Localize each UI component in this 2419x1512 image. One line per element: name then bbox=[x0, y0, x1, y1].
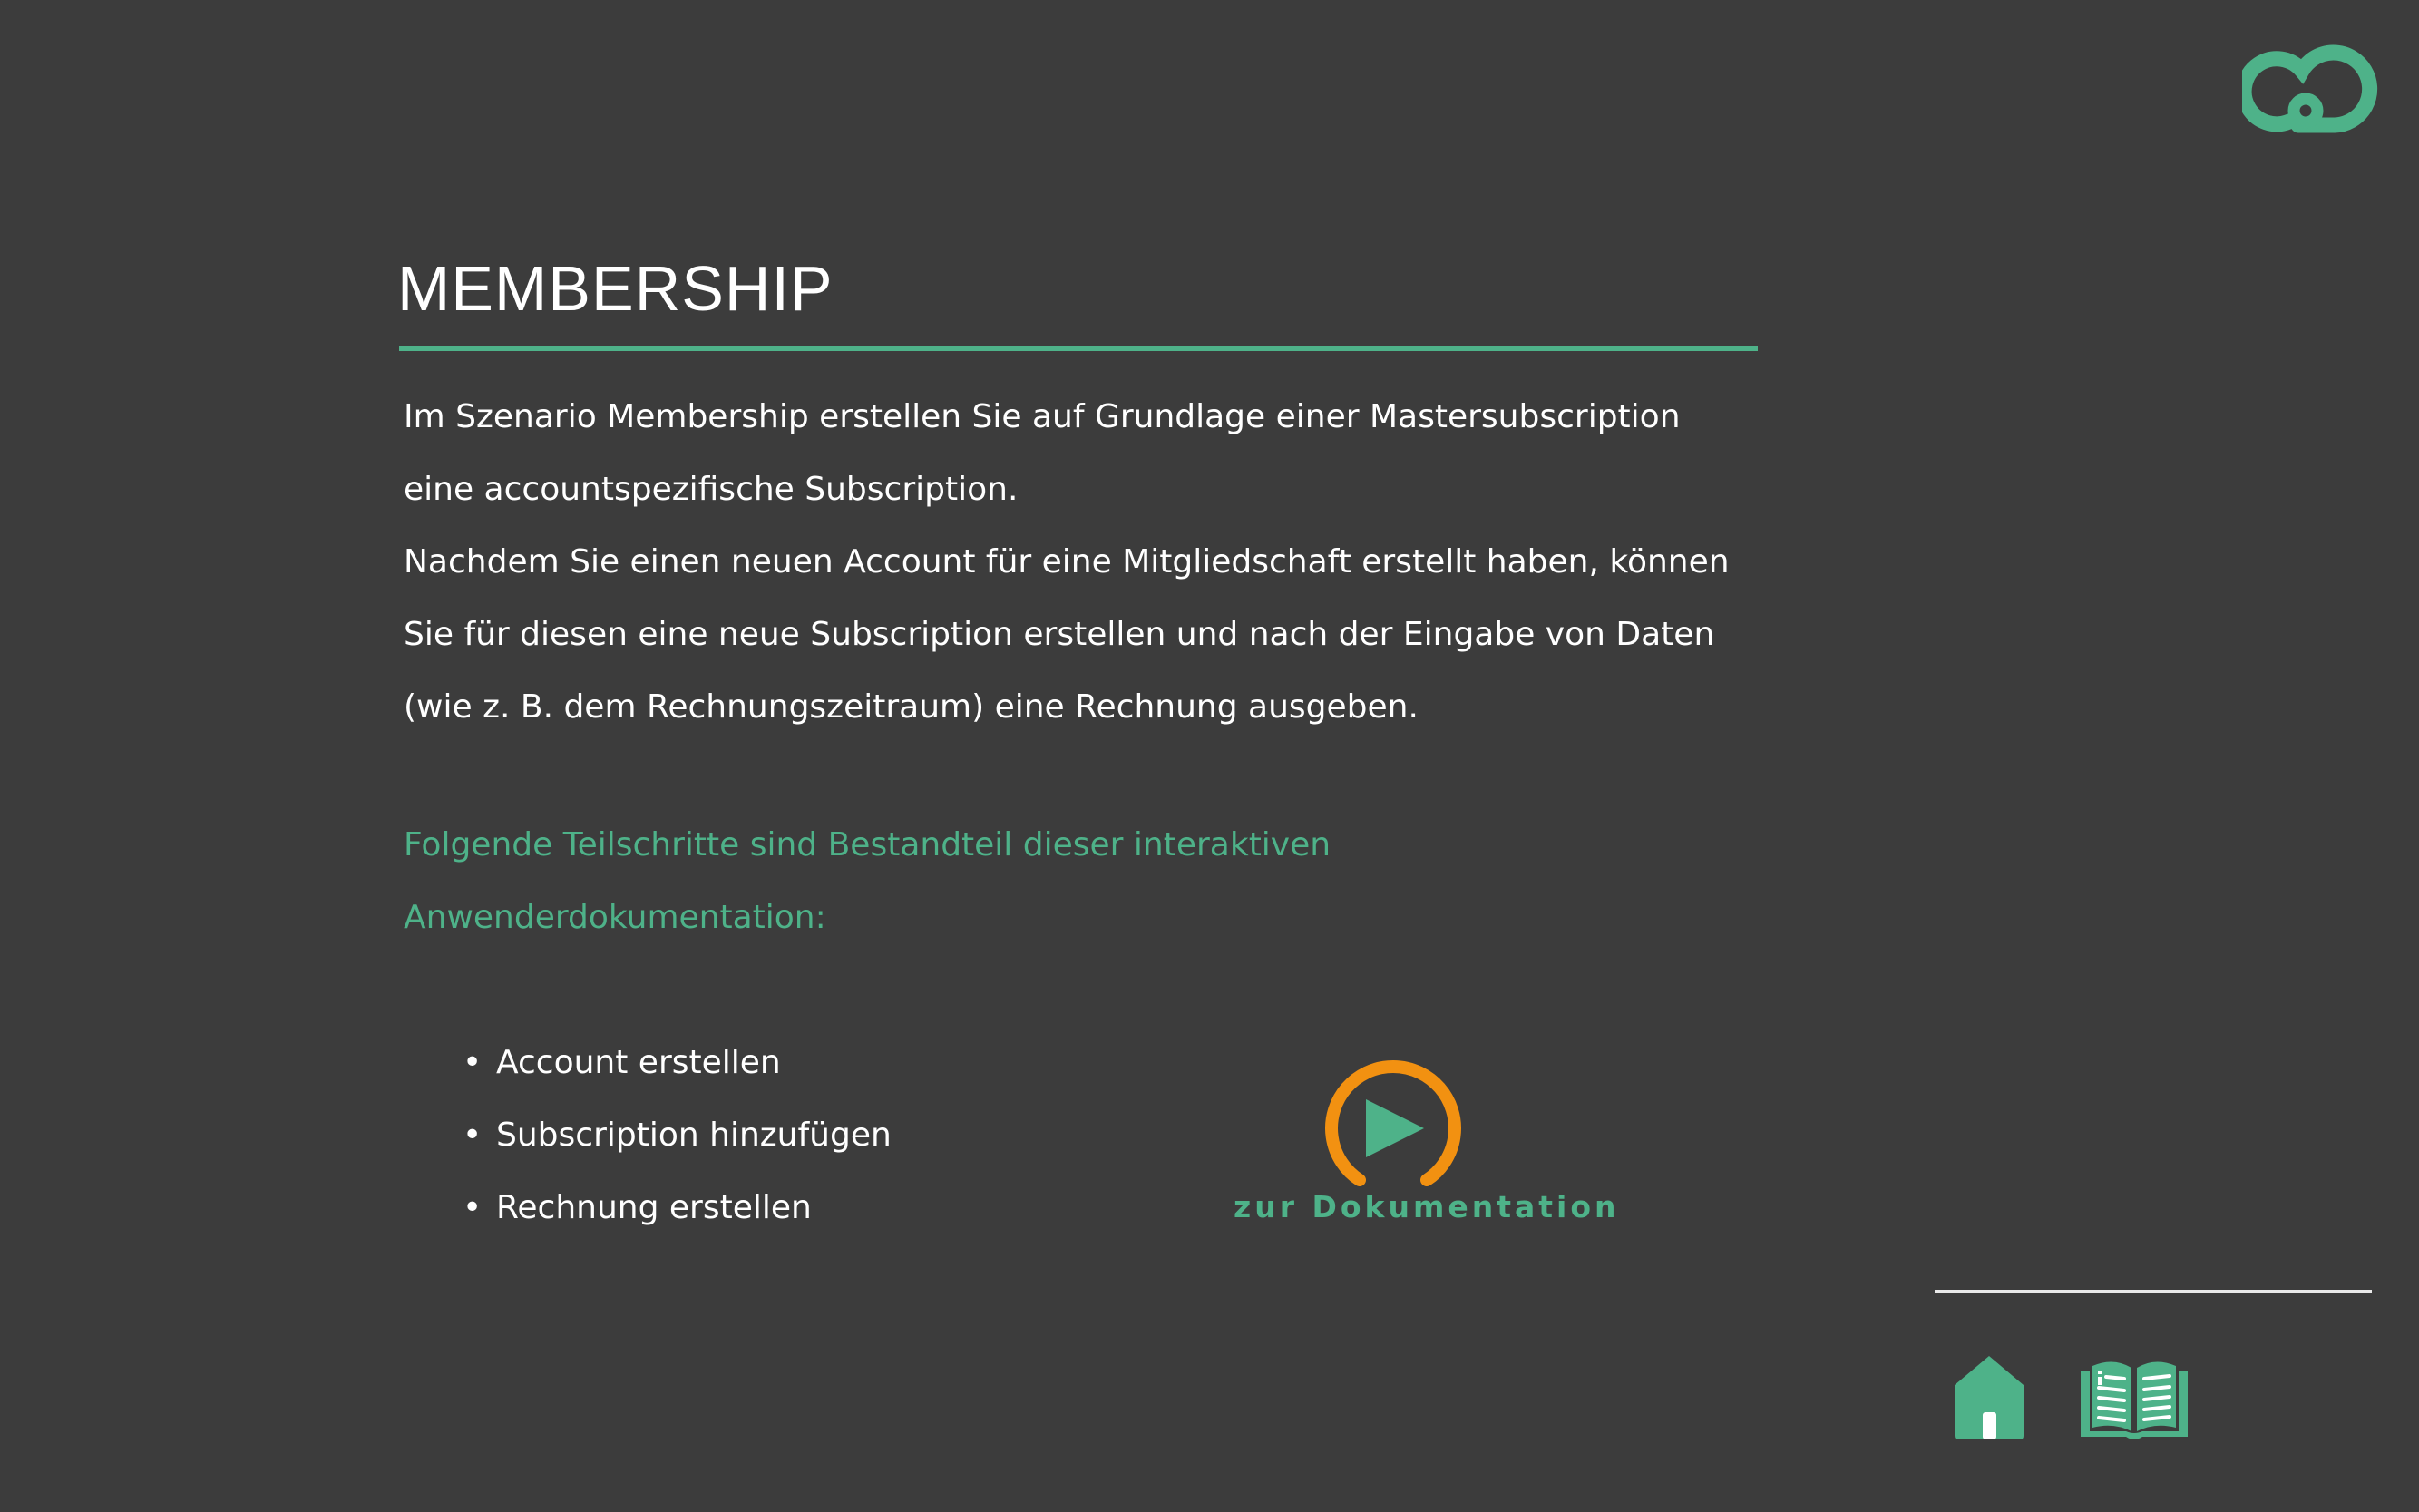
steps-heading bbox=[404, 809, 1773, 954]
bullet: • bbox=[463, 1189, 483, 1226]
documentation-label[interactable]: zur Dokumentation bbox=[1234, 1189, 1620, 1224]
list-item bbox=[463, 1172, 892, 1244]
step-label: Rechnung erstellen bbox=[496, 1189, 812, 1226]
page-title: MEMBERSHIP bbox=[397, 253, 834, 324]
home-icon[interactable] bbox=[1955, 1356, 2024, 1439]
cloud-logo-icon bbox=[2242, 34, 2382, 140]
intro-line: Nachdem Sie einen neuen Account für eine Mitgliedschaft erstellt haben, können bbox=[404, 543, 1730, 580]
book-icon[interactable] bbox=[2081, 1359, 2188, 1442]
intro-line: Im Szenario Membership erstellen Sie auf Grundlage einer Mastersubscription bbox=[404, 398, 1681, 435]
step-label: Account erstellen bbox=[496, 1044, 781, 1081]
intro-text bbox=[404, 381, 1773, 744]
steps-list bbox=[463, 1027, 892, 1244]
step-label: Subscription hinzufügen bbox=[496, 1117, 892, 1154]
intro-line: eine accountspezifische Subscription. bbox=[404, 471, 1019, 508]
footer-divider bbox=[1935, 1290, 2372, 1293]
bullet: • bbox=[463, 1044, 483, 1081]
steps-heading-line: Anwenderdokumentation: bbox=[404, 899, 826, 936]
documentation-button[interactable] bbox=[1234, 1059, 1620, 1241]
list-item bbox=[463, 1027, 892, 1099]
intro-line: Sie für diesen eine neue Subscription erstellen und nach der Eingabe von Daten bbox=[404, 616, 1715, 653]
intro-line: (wie z. B. dem Rechnungszeitraum) eine Rechnung ausgeben. bbox=[404, 688, 1419, 726]
bullet: • bbox=[463, 1117, 483, 1154]
title-divider bbox=[399, 346, 1758, 351]
play-icon[interactable] bbox=[1321, 1059, 1466, 1186]
list-item bbox=[463, 1099, 892, 1172]
steps-heading-line: Folgende Teilschritte sind Bestandteil dieser interaktiven bbox=[404, 826, 1331, 863]
